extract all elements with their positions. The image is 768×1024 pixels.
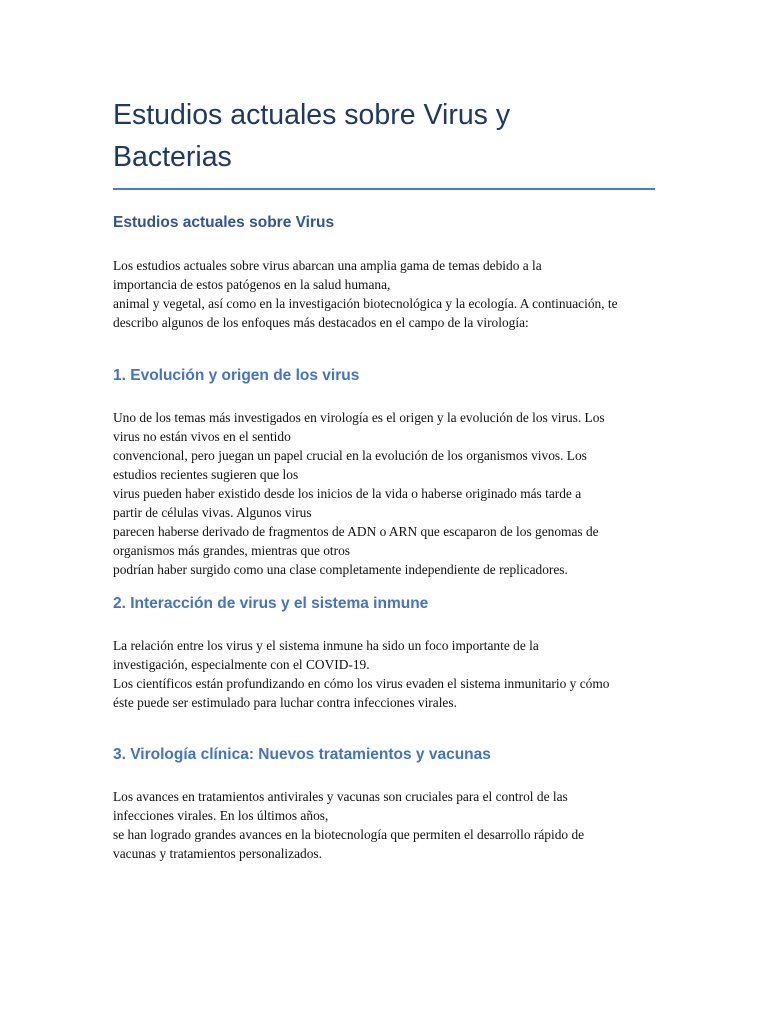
- paragraph-line: virus pueden haber existido desde los inicios de la vida o haberse originado más tarde a: [113, 486, 582, 501]
- subsection-heading-virologia-clinica: 3. Virología clínica: Nuevos tratamientos y vacunas: [113, 746, 491, 763]
- document-title: [113, 94, 655, 178]
- subsection-paragraph-virologia-clinica: [113, 787, 658, 863]
- paragraph-line: podrían haber surgido como una clase completamente independiente de replicadores.: [113, 562, 568, 577]
- paragraph-line: convencional, pero juegan un papel crucial en la evolución de los organismos vivos. Los: [113, 448, 587, 463]
- paragraph-line: éste puede ser estimulado para luchar contra infecciones virales.: [113, 695, 457, 710]
- intro-line: animal y vegetal, así como en la investigación biotecnológica y la ecología. A continuación, te: [113, 296, 618, 311]
- subsection-paragraph-evolucion: [113, 408, 658, 579]
- paragraph-line: Los científicos están profundizando en cómo los virus evaden el sistema inmunitario y cómo: [113, 676, 610, 691]
- paragraph-line: Los avances en tratamientos antivirales y vacunas son cruciales para el control de las: [113, 789, 568, 804]
- intro-line: describo algunos de los enfoques más destacados en el campo de la virología:: [113, 315, 529, 330]
- paragraph-line: vacunas y tratamientos personalizados.: [113, 846, 322, 861]
- subsection-heading-sistema-inmune: 2. Interacción de virus y el sistema inmune: [113, 595, 429, 612]
- subsection-heading-evolucion: 1. Evolución y origen de los virus: [113, 367, 360, 384]
- paragraph-line: parecen haberse derivado de fragmentos de ADN o ARN que escaparon de los genomas de: [113, 524, 599, 539]
- document-title-line-1: Estudios actuales sobre Virus y: [113, 99, 511, 131]
- subsection-paragraph-sistema-inmune: [113, 636, 658, 712]
- document-title-line-2: Bacterias: [113, 141, 232, 173]
- intro-line: Los estudios actuales sobre virus abarcan una amplia gama de temas debido a la: [113, 258, 542, 273]
- section-heading: Estudios actuales sobre Virus: [113, 214, 335, 231]
- paragraph-line: infecciones virales. En los últimos años,: [113, 808, 329, 823]
- paragraph-line: partir de células vivas. Algunos virus: [113, 505, 312, 520]
- intro-paragraph: [113, 256, 658, 332]
- paragraph-line: se han logrado grandes avances en la biotecnología que permiten el desarrollo rápido de: [113, 827, 585, 842]
- paragraph-line: virus no están vivos en el sentido: [113, 429, 291, 444]
- paragraph-line: Uno de los temas más investigados en virología es el origen y la evolución de los virus. Los: [113, 410, 605, 425]
- paragraph-line: estudios recientes sugieren que los: [113, 467, 299, 482]
- paragraph-line: organismos más grandes, mientras que otros: [113, 543, 351, 558]
- intro-line: importancia de estos patógenos en la salud humana,: [113, 277, 391, 292]
- paragraph-line: La relación entre los virus y el sistema inmune ha sido un foco importante de la: [113, 638, 539, 653]
- document-page: [113, 94, 655, 190]
- paragraph-line: investigación, especialmente con el COVID-19.: [113, 657, 370, 672]
- title-underline-rule: [113, 188, 655, 190]
